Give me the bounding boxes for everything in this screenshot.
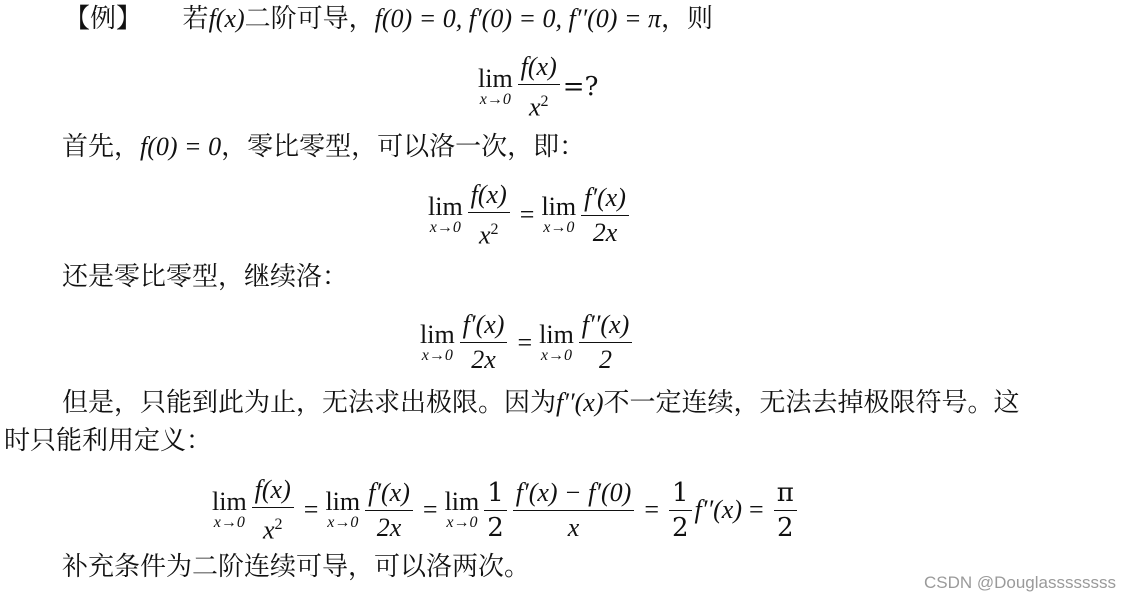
question-equation bbox=[478, 52, 599, 123]
limit-operator: lim x→0 bbox=[428, 192, 463, 237]
intro-text-3: ，则 bbox=[661, 4, 714, 34]
intro-text-2: 二阶可导， bbox=[244, 4, 375, 34]
intro-text: 若 bbox=[182, 4, 209, 34]
watermark: CSDN @Douglassssssss bbox=[923, 573, 1116, 592]
fraction-result: $\frac{\pi}{2}$ bbox=[774, 478, 797, 543]
limit-operator: lim x→0 bbox=[539, 319, 574, 364]
fraction: $\frac{f(x)}{x^2}$ bbox=[468, 180, 510, 251]
equation-3: lim x→0 $\frac{f(x)}{x^2}$ = lim x→0 $\frac{f'(x)}{2x}$ = lim x→0 $\frac{1}{2}$ $\frac{f'(x) - f'(0)}{x}$ = $\frac{1}{2}$ f′′(x) = $\frac{\pi}{2}$ bbox=[212, 475, 800, 546]
limit-operator: lim x→0 bbox=[541, 192, 577, 237]
fraction: $\frac{f'(x)}{2x}$ bbox=[460, 310, 508, 375]
fraction-half: $\frac{1}{2}$ bbox=[484, 478, 507, 543]
equation-1: lim x→0 $\frac{f(x)}{x^2}$ = lim x→0 $\frac{f'(x)}{2x}$ bbox=[428, 180, 632, 251]
limit-operator: lim x→0 bbox=[325, 487, 361, 532]
limit-operator: lim x→0 bbox=[212, 487, 247, 532]
example-tag: 【例】 bbox=[64, 4, 143, 34]
fraction: $\frac{f(x)}{x^2}$ bbox=[252, 475, 294, 546]
intro-function: f(x) bbox=[208, 4, 245, 33]
limit-operator: lim x→0 bbox=[444, 487, 480, 532]
fraction: $\frac{f'(x) - f'(0)}{x}$ bbox=[513, 478, 635, 543]
limit-operator: lim x→0 bbox=[478, 64, 513, 109]
conclusion-line: 补充条件为二阶连续可导，可以洛两次。 bbox=[62, 552, 531, 582]
conditions: f(0) = 0, f′(0) = 0, f′′(0) = π bbox=[374, 4, 662, 33]
fraction: $\frac{f'(x)}{2x}$ bbox=[581, 183, 629, 248]
step1-line: 首先，f(0) = 0，零比零型，可以洛一次，即： bbox=[62, 132, 586, 162]
limit-operator: lim x→0 bbox=[420, 319, 455, 364]
example-line bbox=[64, 2, 713, 36]
second-derivative: f′′(x) bbox=[694, 495, 743, 525]
step3-line-2: 时只能利用定义： bbox=[4, 426, 213, 456]
step3-line-1: 但是，只能到此为止，无法求出极限。因为f′′(x)不一定连续，无法去掉极限符号。这 bbox=[62, 388, 1020, 418]
fraction: $\frac{f''(x)}{2}$ bbox=[579, 310, 632, 375]
fraction-half: $\frac{1}{2}$ bbox=[669, 478, 692, 543]
step2-line: 还是零比零型，继续洛： bbox=[62, 262, 349, 292]
fraction: $\frac{f'(x)}{2x}$ bbox=[365, 478, 413, 543]
step3-function: f′′(x) bbox=[556, 388, 604, 417]
step1-condition: f(0) = 0 bbox=[140, 132, 222, 161]
question-tail: =? bbox=[562, 72, 599, 103]
equation-2: lim x→0 $\frac{f'(x)}{2x}$ = lim x→0 $\frac{f''(x)}{2}$ bbox=[420, 310, 635, 375]
fraction: $\frac{f(x)}{x^2}$ bbox=[518, 52, 560, 123]
